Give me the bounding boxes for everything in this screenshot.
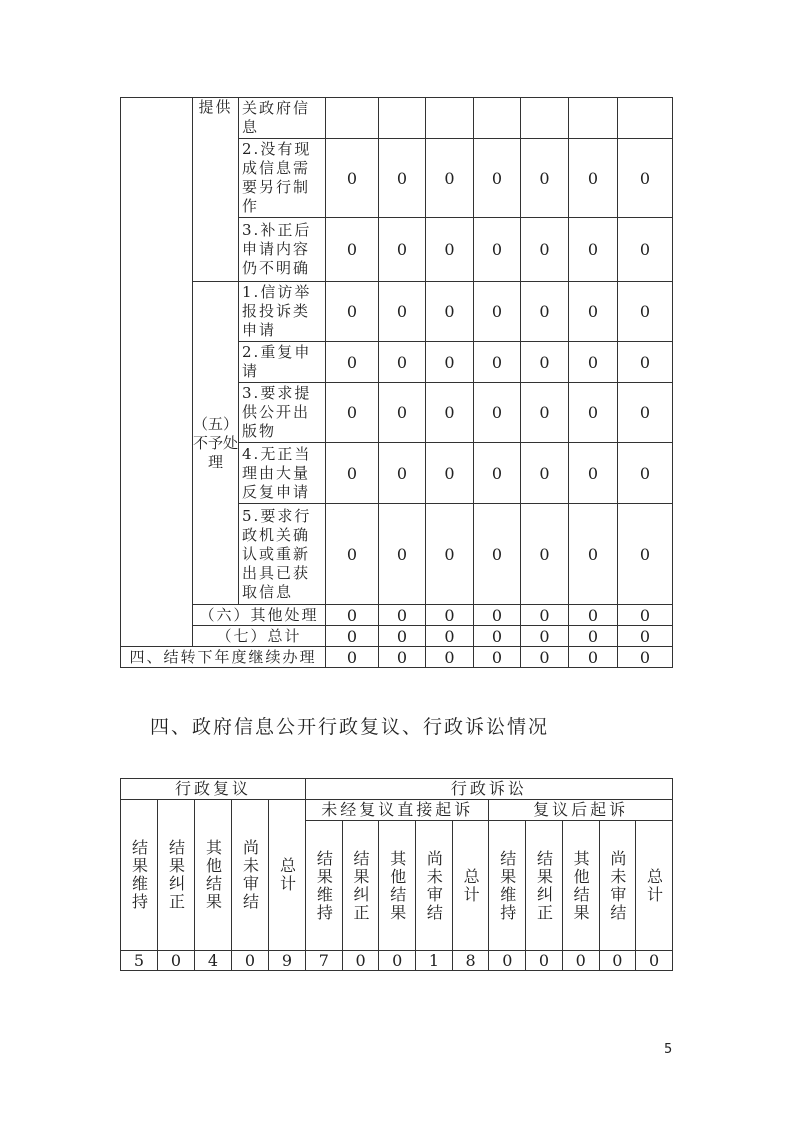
value-cell: [326, 98, 379, 139]
column-header: 总计: [636, 821, 673, 951]
value-cell: 0: [618, 342, 673, 383]
row-label: 2.重复申请: [239, 342, 326, 383]
value-cell: 1: [416, 951, 453, 971]
value-cell: 0: [569, 626, 618, 647]
value-cell: 0: [599, 951, 636, 971]
table-row: [121, 626, 673, 647]
value-cell: 0: [426, 504, 474, 605]
value-cell: 0: [569, 605, 618, 626]
value-cell: [426, 98, 474, 139]
row-label: 1.信访举报投诉类申请: [239, 282, 326, 342]
row-label: 3.要求提供公开出版物: [239, 383, 326, 443]
value-cell: 0: [562, 951, 599, 971]
value-cell: 0: [521, 605, 569, 626]
column-header: 结果维持: [489, 821, 526, 951]
row-label: 四、结转下年度继续办理: [121, 647, 326, 668]
row-label: 2.没有现成信息需要另行制作: [239, 139, 326, 218]
outer-category-cell: [121, 98, 193, 647]
value-cell: [521, 98, 569, 139]
value-cell: 0: [569, 218, 618, 282]
value-cell: 0: [526, 951, 563, 971]
row-label: 3.补正后申请内容仍不明确: [239, 218, 326, 282]
table-row: [121, 282, 673, 342]
value-cell: 0: [379, 504, 426, 605]
value-cell: 0: [379, 605, 426, 626]
value-cell: 0: [426, 605, 474, 626]
value-cell: 0: [474, 443, 521, 504]
column-header: 结果维持: [121, 800, 158, 951]
column-header: 结果纠正: [342, 821, 379, 951]
value-cell: 0: [326, 139, 379, 218]
value-cell: 0: [474, 282, 521, 342]
value-cell: 0: [636, 951, 673, 971]
value-cell: 0: [521, 504, 569, 605]
value-cell: 0: [618, 282, 673, 342]
column-header: 结果维持: [306, 821, 343, 951]
value-cell: 0: [426, 342, 474, 383]
value-cell: 0: [618, 383, 673, 443]
value-cell: 0: [426, 383, 474, 443]
value-cell: 0: [326, 218, 379, 282]
value-cell: 0: [474, 218, 521, 282]
column-header: 总计: [452, 821, 489, 951]
value-cell: 0: [474, 139, 521, 218]
value-cell: 0: [326, 342, 379, 383]
table-row: [121, 605, 673, 626]
value-cell: 0: [379, 647, 426, 668]
value-cell: 0: [618, 139, 673, 218]
value-cell: 0: [618, 605, 673, 626]
row-label: （七）总计: [193, 626, 326, 647]
value-cell: 0: [474, 605, 521, 626]
value-cell: 0: [618, 443, 673, 504]
value-cell: 0: [326, 626, 379, 647]
disclosure-stats-table: [120, 97, 673, 668]
value-cell: [474, 98, 521, 139]
header-review: 行政复议: [121, 779, 306, 800]
value-cell: 0: [618, 647, 673, 668]
value-cell: 0: [379, 218, 426, 282]
value-cell: 0: [326, 605, 379, 626]
value-cell: 0: [569, 139, 618, 218]
column-header: 其他结果: [195, 800, 232, 951]
column-header: 结果纠正: [158, 800, 195, 951]
value-cell: 0: [521, 443, 569, 504]
page-number: 5: [664, 1042, 673, 1057]
value-cell: 0: [426, 139, 474, 218]
value-cell: [379, 98, 426, 139]
row-label: 关政府信息: [239, 98, 326, 139]
value-cell: 0: [474, 504, 521, 605]
value-cell: 0: [426, 443, 474, 504]
value-cell: 0: [379, 139, 426, 218]
column-header: 其他结果: [562, 821, 599, 951]
value-cell: 0: [618, 626, 673, 647]
group-no-process: （五）不予处理: [193, 282, 239, 605]
value-cell: 0: [521, 139, 569, 218]
value-cell: 0: [326, 504, 379, 605]
column-header: 尚未审结: [416, 821, 453, 951]
value-cell: 0: [379, 443, 426, 504]
value-cell: 0: [618, 218, 673, 282]
column-header: 其他结果: [379, 821, 416, 951]
review-litigation-table: [120, 778, 673, 971]
value-cell: 4: [195, 951, 232, 971]
value-cell: [569, 98, 618, 139]
value-cell: 0: [569, 383, 618, 443]
value-cell: 0: [379, 282, 426, 342]
value-cell: 0: [521, 342, 569, 383]
value-cell: 0: [521, 383, 569, 443]
table-row: [121, 647, 673, 668]
value-cell: 0: [426, 647, 474, 668]
column-header: 尚未审结: [232, 800, 269, 951]
row-label: 5.要求行政机关确认或重新出具已获取信息: [239, 504, 326, 605]
section-heading: 四、政府信息公开行政复议、行政诉讼情况: [150, 716, 550, 738]
value-cell: 0: [326, 282, 379, 342]
value-cell: 0: [426, 218, 474, 282]
header-after-review-suit: 复议后起诉: [489, 800, 672, 821]
value-cell: 0: [379, 342, 426, 383]
value-cell: 0: [569, 443, 618, 504]
value-cell: 0: [489, 951, 526, 971]
value-cell: 9: [269, 951, 306, 971]
value-cell: 0: [158, 951, 195, 971]
row-label: （六）其他处理: [193, 605, 326, 626]
value-cell: 0: [342, 951, 379, 971]
value-cell: 0: [569, 342, 618, 383]
value-cell: 0: [474, 626, 521, 647]
value-cell: 0: [569, 504, 618, 605]
value-cell: 0: [618, 504, 673, 605]
value-cell: 0: [426, 626, 474, 647]
value-cell: 5: [121, 951, 158, 971]
value-cell: 0: [326, 647, 379, 668]
table-row: [121, 98, 673, 139]
value-cell: 0: [521, 626, 569, 647]
value-cell: 0: [379, 951, 416, 971]
row-label: 4.无正当理由大量反复申请: [239, 443, 326, 504]
column-header: 结果纠正: [526, 821, 563, 951]
value-cell: 0: [521, 218, 569, 282]
value-cell: 0: [474, 383, 521, 443]
value-cell: 0: [326, 443, 379, 504]
value-cell: 0: [569, 647, 618, 668]
value-cell: 0: [474, 342, 521, 383]
value-cell: [618, 98, 673, 139]
header-direct-suit: 未经复议直接起诉: [306, 800, 489, 821]
value-cell: 0: [326, 383, 379, 443]
value-cell: 0: [232, 951, 269, 971]
value-cell: 0: [521, 282, 569, 342]
value-cell: 0: [426, 282, 474, 342]
value-cell: 0: [569, 282, 618, 342]
value-cell: 0: [379, 383, 426, 443]
value-cell: 0: [474, 647, 521, 668]
header-litigation: 行政诉讼: [306, 779, 673, 800]
value-cell: 0: [379, 626, 426, 647]
value-cell: 8: [452, 951, 489, 971]
group-provide: 提供: [193, 98, 239, 282]
column-header: 总计: [269, 800, 306, 951]
column-header: 尚未审结: [599, 821, 636, 951]
value-cell: 7: [306, 951, 343, 971]
value-cell: 0: [521, 647, 569, 668]
